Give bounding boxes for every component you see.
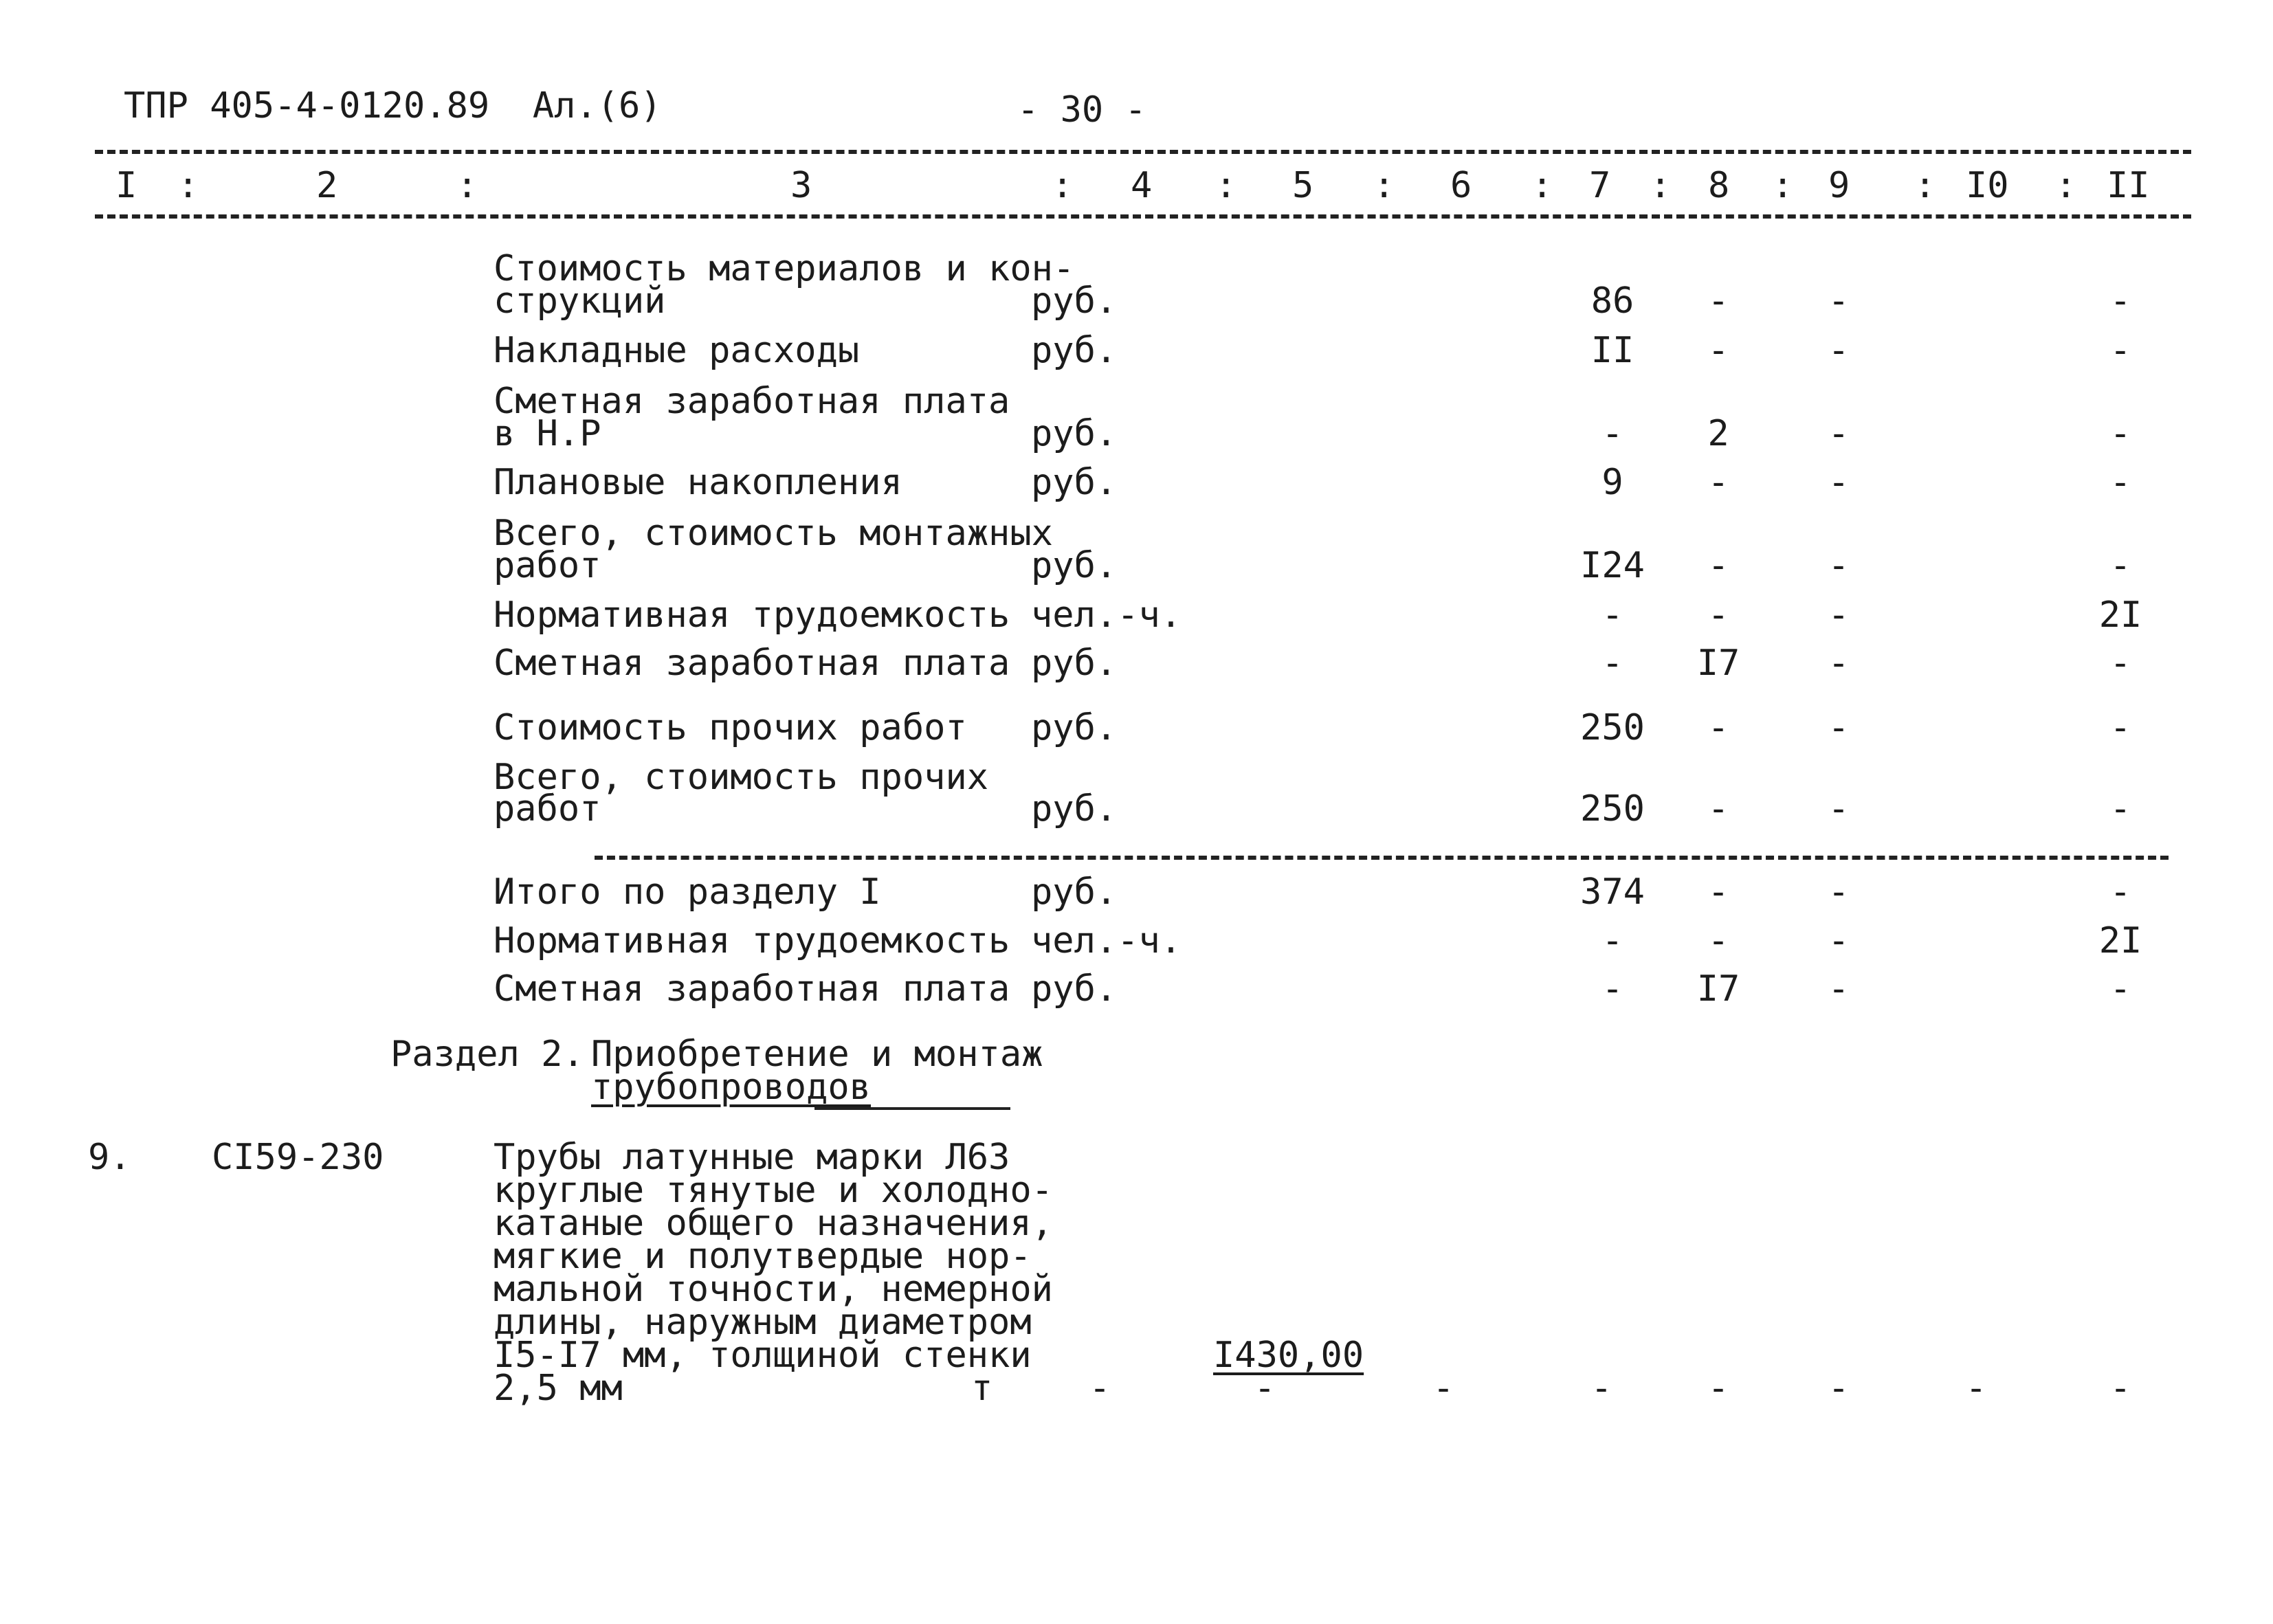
cell-col11: - xyxy=(2109,545,2131,586)
column-separator: : xyxy=(456,165,478,206)
row-unit: руб. xyxy=(1031,968,1118,1010)
item-description-line: круглые тянутые и холодно- xyxy=(494,1170,1053,1211)
row-unit: чел.-ч. xyxy=(1031,920,1182,961)
row-name: Нормативная трудоемкость xyxy=(494,594,1010,636)
totals-rule xyxy=(595,856,2169,860)
item-description-line: I5-I7 мм, толщиной стенки xyxy=(494,1335,1032,1376)
cell-col6: - xyxy=(1432,1368,1454,1409)
row-name: Всего, стоимость монтажных xyxy=(494,513,1053,554)
cell-col7: 86 xyxy=(1590,280,1634,322)
cell-col8: - xyxy=(1707,788,1729,830)
column-header-3: 3 xyxy=(790,165,812,206)
row-unit: чел.-ч. xyxy=(1031,594,1182,636)
column-header-4: 4 xyxy=(1131,165,1153,206)
row-name: Плановые накопления xyxy=(494,462,902,503)
row-unit: руб. xyxy=(1031,788,1118,830)
row-unit: руб. xyxy=(1031,643,1118,684)
cell-col7: 9 xyxy=(1601,462,1623,503)
column-header-1: I xyxy=(115,165,137,206)
column-header-10: I0 xyxy=(1966,165,2009,206)
cell-col5: - xyxy=(1254,1368,1276,1409)
cell-col9: - xyxy=(1828,920,1850,961)
cell-col8: - xyxy=(1707,594,1729,636)
column-separator: : xyxy=(1052,165,1074,206)
cell-col7: II xyxy=(1590,330,1634,371)
row-name: Стоимость прочих работ xyxy=(494,707,967,748)
row-unit: руб. xyxy=(1031,280,1118,322)
cell-col7: - xyxy=(1601,968,1623,1010)
column-separator: : xyxy=(1650,165,1672,206)
cell-col8: - xyxy=(1707,707,1729,748)
column-separator: : xyxy=(1531,165,1553,206)
cell-col8: - xyxy=(1707,1368,1729,1409)
cell-col8: 2 xyxy=(1707,413,1729,454)
row-name: Сметная заработная плата xyxy=(494,381,1010,422)
cell-col11: - xyxy=(2109,788,2131,830)
cell-col7: I24 xyxy=(1580,545,1645,586)
cell-col9: - xyxy=(1828,788,1850,830)
column-header-6: 6 xyxy=(1450,165,1472,206)
item-description-line: длины, наружным диаметром xyxy=(494,1302,1032,1343)
item-description-line: мальной точности, немерной xyxy=(494,1269,1053,1310)
row-name-continued: струкций xyxy=(494,280,666,322)
cell-col7: - xyxy=(1601,594,1623,636)
cell-col7: - xyxy=(1601,413,1623,454)
cell-col8: - xyxy=(1707,280,1729,322)
section-label: Раздел 2. xyxy=(390,1034,584,1075)
column-header-8: 8 xyxy=(1708,165,1730,206)
cell-col11: - xyxy=(2109,968,2131,1010)
cell-col11: - xyxy=(2109,413,2131,454)
cell-col11: - xyxy=(2109,280,2131,322)
cell-col8: - xyxy=(1707,871,1729,913)
section-title: Приобретение и монтаж xyxy=(591,1034,1043,1075)
row-unit: руб. xyxy=(1031,871,1118,913)
item-description-line: 2,5 мм xyxy=(494,1368,623,1409)
column-header-2: 2 xyxy=(316,165,338,206)
column-separator: : xyxy=(1373,165,1395,206)
cell-col9: - xyxy=(1828,594,1850,636)
cell-col11: 2I xyxy=(2098,594,2142,636)
cell-col9: - xyxy=(1828,707,1850,748)
cell-col8: - xyxy=(1707,545,1729,586)
cell-col8: - xyxy=(1707,462,1729,503)
row-name: Сметная заработная плата xyxy=(494,968,1010,1010)
cell-col5-price: I430,00 xyxy=(1213,1335,1364,1376)
cell-col9: - xyxy=(1828,643,1850,684)
cell-col9: - xyxy=(1828,462,1850,503)
cell-col8: - xyxy=(1707,920,1729,961)
item-code: CI59-230 xyxy=(212,1137,384,1178)
cell-col7: 250 xyxy=(1580,707,1645,748)
row-name-continued: работ xyxy=(494,788,601,830)
cell-col7: - xyxy=(1601,920,1623,961)
page-number: - 30 - xyxy=(1017,89,1146,131)
cell-col11: - xyxy=(2109,871,2131,913)
cell-col10: - xyxy=(1965,1368,1987,1409)
document-code: ТПР 405-4-0120.89 Ал.(6) xyxy=(124,85,662,126)
section-title-underline-extension xyxy=(814,1107,1010,1110)
row-name: Всего, стоимость прочих xyxy=(494,757,989,798)
cell-col11: - xyxy=(2109,707,2131,748)
column-header-9: 9 xyxy=(1828,165,1850,206)
item-description-line: катаные общего назначения, xyxy=(494,1203,1053,1244)
column-separator: : xyxy=(1914,165,1936,206)
cell-col9: - xyxy=(1828,968,1850,1010)
item-number: 9. xyxy=(88,1137,131,1178)
cell-col9: - xyxy=(1828,871,1850,913)
item-description-line: мягкие и полутвердые нор- xyxy=(494,1236,1032,1277)
row-unit: руб. xyxy=(1031,413,1118,454)
column-separator: : xyxy=(1215,165,1237,206)
row-name-continued: работ xyxy=(494,545,601,586)
cell-col11: - xyxy=(2109,330,2131,371)
item-description-line: Трубы латунные марки Л63 xyxy=(494,1137,1010,1178)
row-name-continued: в Н.Р xyxy=(494,413,601,454)
item-unit: т xyxy=(971,1368,993,1409)
cell-col9: - xyxy=(1828,1368,1850,1409)
cell-col8: I7 xyxy=(1696,968,1740,1010)
column-separator: : xyxy=(177,165,199,206)
cell-col11: - xyxy=(2109,462,2131,503)
row-name: Накладные расходы xyxy=(494,330,860,371)
cell-col7: 250 xyxy=(1580,788,1645,830)
cell-col8: I7 xyxy=(1696,643,1740,684)
cell-col7: - xyxy=(1601,643,1623,684)
cell-col4: - xyxy=(1089,1368,1111,1409)
row-name: Итого по разделу I xyxy=(494,871,881,913)
column-separator: : xyxy=(2055,165,2077,206)
header-bottom-rule xyxy=(95,214,2191,219)
row-unit: руб. xyxy=(1031,545,1118,586)
column-header-5: 5 xyxy=(1292,165,1314,206)
row-name: Сметная заработная плата xyxy=(494,643,1010,684)
column-separator: : xyxy=(1772,165,1794,206)
cell-col11: 2I xyxy=(2098,920,2142,961)
cell-col7: - xyxy=(1590,1368,1612,1409)
header-top-rule xyxy=(95,150,2191,154)
cell-col9: - xyxy=(1828,280,1850,322)
row-unit: руб. xyxy=(1031,707,1118,748)
row-name: Нормативная трудоемкость xyxy=(494,920,1010,961)
cell-col9: - xyxy=(1828,330,1850,371)
cell-col11: - xyxy=(2109,643,2131,684)
cell-col11: - xyxy=(2109,1368,2131,1409)
column-header-7: 7 xyxy=(1589,165,1611,206)
row-unit: руб. xyxy=(1031,330,1118,371)
cell-col9: - xyxy=(1828,413,1850,454)
row-unit: руб. xyxy=(1031,462,1118,503)
row-name: Стоимость материалов и кон- xyxy=(494,248,1075,289)
cell-col9: - xyxy=(1828,545,1850,586)
column-header-11: II xyxy=(2107,165,2150,206)
cell-col8: - xyxy=(1707,330,1729,371)
cell-col7: 374 xyxy=(1580,871,1645,913)
section-title-continued: трубопроводов xyxy=(591,1067,871,1108)
